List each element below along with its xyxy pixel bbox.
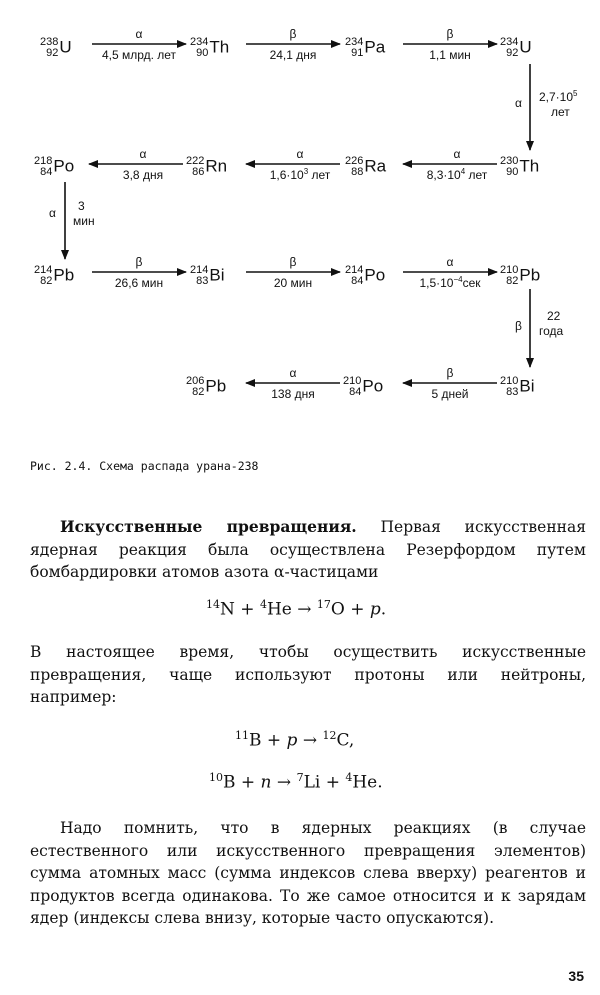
paragraph-artificial-transformations [30, 516, 586, 584]
decay-type-label: α [515, 96, 522, 110]
equation-boron11-proton: $^{11}$B + p → $^{12}$C, [235, 729, 355, 751]
decay-type-label: α [49, 206, 56, 220]
nuclide-bi210: 210 83 Bi [500, 375, 535, 398]
decay-type-label: β [515, 319, 522, 333]
half-life-label: 4,5 млрд. лет [101, 48, 177, 62]
decay-type-label: β [446, 366, 454, 380]
half-life-label: 26,6 мин [114, 276, 164, 290]
nuclide-pb210: 210 82 Pb [500, 264, 541, 287]
half-life-label: $1,5\cdot 10^{-4}сек$ [419, 275, 481, 290]
nuclide-po218: 218 84 Po [34, 155, 75, 178]
half-life-label: 24,1 дня [269, 48, 317, 62]
decay-type-label: β [289, 255, 297, 269]
decay-type-label: α [296, 147, 304, 161]
decay-type-label: α [289, 366, 297, 380]
decay-type-label: α [453, 147, 461, 161]
half-life-unit: лет [551, 105, 570, 119]
paragraph-conservation: Надо помнить, что в ядерных реакциях (в случае естественного или искусственного превращения элементов) сумма атомных масс (сумма индексов слева вверху) реагентов и продуктов всегда одинакова. То же самое относится и к зарядам ядер (индексы слева внизу, которые часто опускаются). [30, 819, 586, 927]
nuclide-rn222: 222 86 Rn [186, 155, 228, 178]
page-number: 35 [568, 968, 584, 984]
section-heading: Искусственные превращения. [60, 517, 357, 536]
equation-nitrogen-alpha: $^{14}$N + $^4$He → $^{17}$O + p. [206, 598, 387, 620]
decay-type-label: α [446, 255, 454, 269]
nuclide-ra226: 226 88 Ra [345, 155, 387, 178]
nuclide-pa234: 234 91 Pa [345, 36, 386, 59]
decay-type-label: β [289, 27, 297, 41]
half-life-label: 3 [78, 199, 85, 213]
half-life-label: 138 дня [271, 387, 315, 401]
nuclide-u234: 234 92 U [500, 36, 532, 59]
half-life-label: 20 мин [273, 276, 313, 290]
nuclide-po214: 214 84 Po [345, 264, 386, 287]
decay-type-label: β [446, 27, 454, 41]
nuclide-pb214: 214 82 Pb [34, 264, 75, 287]
half-life-label: $2,7\cdot 10^5$ [539, 89, 578, 104]
half-life-label: 5 дней [431, 387, 469, 401]
half-life-label: $1,6\cdot 10^3$ лет [269, 167, 331, 182]
decay-type-label: α [139, 147, 147, 161]
half-life-label: 3,8 дня [122, 168, 164, 182]
nuclide-pb206: 206 82 Pb [186, 375, 227, 398]
nuclide-bi214: 214 83 Bi [190, 264, 225, 287]
paragraph-present-time: В настоящее время, чтобы осуществить искусственные превращения, чаще используют протоны или нейтроны, например: [30, 643, 586, 706]
nuclide-po210: 210 84 Po [343, 375, 384, 398]
nuclide-th234: 234 90 Th [190, 36, 230, 59]
decay-type-label: α [135, 27, 143, 41]
equation-boron10-neutron: $^{10}$B + n → $^7$Li + $^4$He. [209, 771, 383, 793]
nuclide-th230: 230 90 Th [500, 155, 540, 178]
nuclide-u238: 238 92 U [40, 36, 72, 59]
decay-type-label: β [135, 255, 143, 269]
half-life-unit: года [539, 324, 564, 338]
half-life-label: 1,1 мин [429, 48, 471, 62]
figure-caption: Рис. 2.4. Схема распада урана-238 [30, 459, 259, 473]
half-life-label: 22 [547, 309, 561, 323]
paragraph-text: Первая искусственная ядерная реакция была осуществлена Резерфордом путем бомбардировки атомов азота α-частицами [30, 518, 586, 581]
half-life-unit: мин [73, 214, 95, 228]
half-life-label: $8,3\cdot 10^4$ лет [426, 167, 488, 182]
